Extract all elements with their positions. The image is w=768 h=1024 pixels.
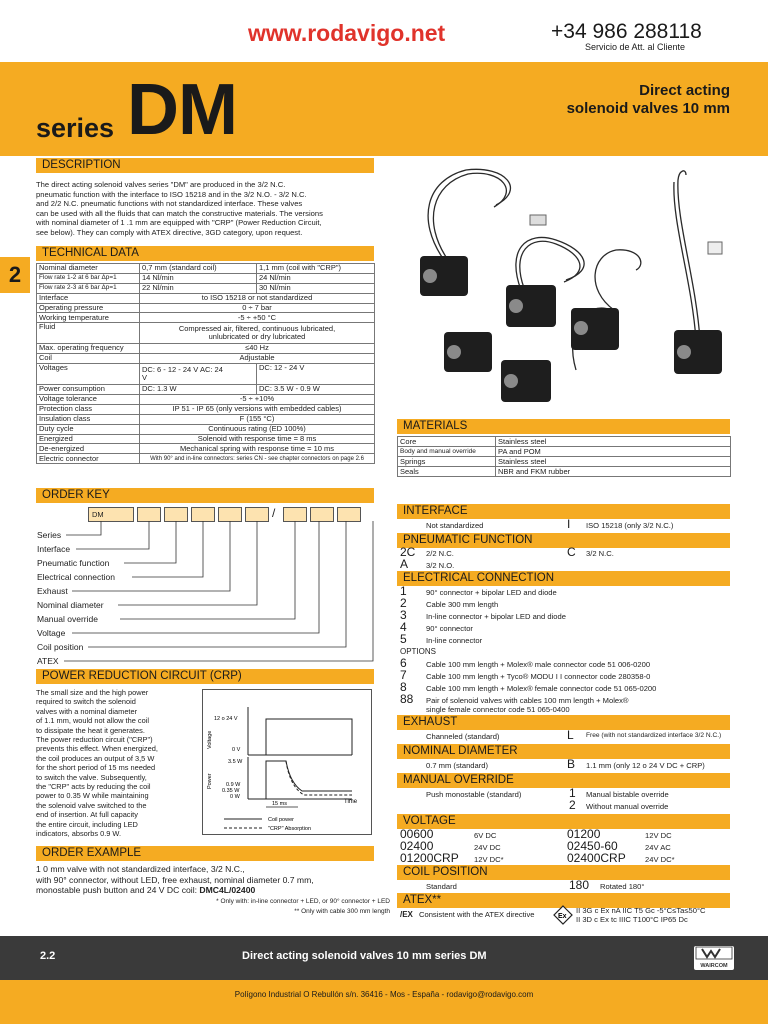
description-line: The direct acting solenoid valves series "DM" are produced in the 3/2 N.C. [36, 180, 286, 189]
pneumatic-heading: PNEUMATIC FUNCTION [397, 533, 730, 548]
order-key-label: Exhaust [37, 586, 68, 596]
tech-label: Interface [37, 293, 140, 303]
description-line: see below). They can comply with ATEX directive, 3GD category, upon request. [36, 227, 303, 237]
material-value: Stainless steel [496, 437, 731, 447]
order-key-box [283, 507, 307, 522]
electrical-option: Cable 100 mm length + Tyco® MODU I I connector code 280358-0 [426, 672, 651, 681]
pneumatic-code: C [567, 545, 576, 559]
voltage-option: 24V DC [474, 843, 501, 852]
pneumatic-option: 2/2 N.C. [426, 549, 454, 558]
manual-default: Push monostable (standard) [426, 790, 522, 799]
tech-value: 24 Nl/min [257, 273, 375, 283]
electrical-code: 88 [400, 692, 414, 706]
order-example-text [36, 864, 374, 896]
table-row [37, 264, 375, 274]
crp-line: indicators, absorbs 0.9 W. [36, 829, 122, 839]
tech-value: 30 Nl/min [257, 283, 375, 293]
materials-table [397, 436, 731, 477]
coil-default: Standard [426, 882, 457, 891]
crp-line: the "CRP" acts by reducing the coil [36, 782, 151, 792]
description-heading: DESCRIPTION [36, 158, 374, 173]
crp-legend-dashed: "CRP" Absorption [268, 826, 312, 832]
voltage-code: 01200CRP [400, 851, 459, 865]
title-line-2: solenoid valves 10 mm [566, 100, 730, 117]
technical-table [36, 263, 375, 464]
crp-duration-label: 15 ms [272, 801, 287, 807]
footer-title: Direct acting solenoid valves 10 mm series DM [242, 950, 487, 962]
order-key-label: Voltage [37, 628, 66, 638]
electrical-option: Cable 100 mm length + Molex® male connector code 51 006-0200 [426, 660, 651, 669]
order-key-box [337, 507, 361, 522]
crp-line: the entire circuit, including LED [36, 819, 138, 829]
material-value: PA and POM [496, 447, 731, 457]
electrical-code: 2 [400, 596, 407, 610]
voltage-code: 02400 [400, 839, 434, 853]
manual-heading: MANUAL OVERRIDE [397, 773, 730, 788]
electrical-option: 90° connector + bipolar LED and diode [426, 588, 557, 597]
tech-value: DC: 1.3 W [140, 385, 257, 395]
phone-number: +34 986 288118 [551, 20, 702, 43]
table-row [37, 395, 375, 405]
electrical-code: 6 [400, 656, 407, 670]
order-key-box [191, 507, 215, 522]
tech-label: Operating pressure [37, 303, 140, 313]
electrical-code: 5 [400, 632, 407, 646]
order-key-label: Series [37, 530, 62, 540]
order-key-label: ATEX [37, 656, 59, 666]
exhaust-default: Channeled (standard) [426, 732, 500, 741]
tech-value: Mechanical spring with response time = 10 ms [140, 444, 375, 454]
tech-label: De-energized [37, 444, 140, 454]
interface-default: Not standardized [426, 521, 484, 530]
pneumatic-code: A [400, 557, 409, 571]
materials-heading: MATERIALS [397, 419, 730, 434]
tech-value: DC: 12 - 24 V [257, 364, 375, 385]
table-row [37, 454, 375, 464]
tech-label: Power consumption [37, 385, 140, 395]
electrical-option: 90° connector [426, 624, 473, 633]
table-row [37, 424, 375, 434]
order-key-series-box: DM [88, 507, 134, 522]
logo-text: WAIRCOM [700, 963, 728, 969]
tech-label: Energized [37, 434, 140, 444]
table-row [37, 414, 375, 424]
order-key-leaders [36, 521, 376, 671]
table-row [37, 323, 375, 344]
voltage-code: 02450-60 [567, 839, 618, 853]
electrical-option: Pair of solenoid valves with cables 100 mm length + Molex® [426, 696, 629, 705]
atex-class-1: II 3G c Ex nA IIC T5 Gc -5°C≤Ta≤50°C [576, 906, 706, 915]
table-row [37, 293, 375, 303]
order-key-box [245, 507, 269, 522]
atex-heading: ATEX** [397, 893, 730, 908]
order-example-heading: ORDER EXAMPLE [36, 846, 374, 861]
tech-value: -5 ÷ +50 °C [140, 313, 375, 323]
electrical-heading: ELECTRICAL CONNECTION [397, 571, 730, 586]
nominal-default: 0.7 mm (standard) [426, 761, 489, 770]
table-row [37, 303, 375, 313]
tech-value: DC: 6 - 12 - 24 V AC: 24 V [140, 364, 257, 385]
table-row [37, 444, 375, 454]
material-part: Springs [398, 457, 496, 467]
crp-power-axis-label: Power [207, 773, 213, 789]
tech-value: Compressed air, filtered, continuous lubricated, unlubricated or dry lubricated [140, 323, 375, 344]
coil-code: 180 [569, 878, 590, 892]
crp-line: The power reduction circuit ("CRP") [36, 735, 153, 745]
tech-value: 0 ÷ 7 bar [140, 303, 375, 313]
table-row [398, 447, 731, 457]
crp-line: the coil produces an output of 3,5 W [36, 753, 155, 763]
tech-value: Solenoid with response time = 8 ms [140, 434, 375, 444]
order-key-label: Coil position [37, 642, 84, 652]
address-bar [0, 980, 768, 1024]
description-line: and 2/2 N.C. pneumatic functions with not standardized interface. These valves [36, 199, 303, 208]
order-key-box [310, 507, 334, 522]
tech-label: Coil [37, 354, 140, 364]
electrical-option: In-line connector + bipolar LED and diode [426, 612, 566, 621]
logo-mark-icon [694, 946, 734, 960]
tech-label: Flow rate 2-3 at 6 bar Δp=1 [37, 283, 140, 293]
tech-value: F (155 °C) [140, 414, 375, 424]
chapter-tab: 2 [0, 257, 30, 293]
table-row [37, 385, 375, 395]
atex-class-2: II 3D c Ex tc IIIC T100°C IP65 Dc [576, 915, 688, 924]
electrical-code: 8 [400, 680, 407, 694]
manual-option: Without manual override [586, 802, 669, 811]
series-code: DM [127, 70, 237, 150]
electrical-code: 7 [400, 668, 407, 682]
title-line-1: Direct acting [639, 82, 730, 99]
interface-heading: INTERFACE [397, 504, 730, 519]
exhaust-code: L [567, 728, 574, 742]
voltage-code: 01200 [567, 827, 601, 841]
crp-time-axis-label: Time [344, 799, 358, 805]
crp-line: valves with a nominal diameter [36, 706, 138, 716]
manual-option: Manual bistable override [586, 790, 669, 799]
tech-label: Fluid [37, 323, 140, 344]
voltage-code: 02400CRP [567, 851, 626, 865]
pneumatic-code: 2C [400, 545, 416, 559]
electrical-code: 3 [400, 608, 407, 622]
tech-value: Continuous rating (ED 100%) [140, 424, 375, 434]
crp-line: power to 0.35 W while maintaining [36, 791, 149, 801]
tech-value: -5 ÷ +10% [140, 395, 375, 405]
exhaust-option: Free (with not standardized interface 3/2 N.C.) [586, 732, 722, 739]
pneumatic-option: 3/2 N.C. [586, 549, 614, 558]
table-row [37, 364, 375, 385]
coil-heading: COIL POSITION [397, 865, 730, 880]
order-example-line [36, 885, 374, 896]
options-label: OPTIONS [400, 647, 437, 656]
brand-logo [694, 946, 734, 970]
footnote-1: * Only with: in-line connector + LED, or 90° connector + LED [216, 898, 390, 905]
description-line: with nominal diameter of 1 .1 mm are equipped with "CRP" (Power Reduction Circuit, [36, 218, 322, 227]
table-row [37, 273, 375, 283]
crp-line: to switch the valve. Subsequently, [36, 772, 147, 782]
order-key-label: Pneumatic function [37, 558, 110, 568]
crp-line: The small size and the high power [36, 688, 149, 697]
website-link[interactable]: www.rodavigo.net [248, 20, 446, 46]
options-panel [397, 504, 730, 928]
crp-v-high-label: 12 o 24 V [214, 716, 238, 722]
manual-code: 2 [569, 798, 576, 812]
tech-label: Max. operating frequency [37, 344, 140, 354]
order-key-label: Electrical connection [37, 572, 115, 582]
manual-code: 1 [569, 786, 576, 800]
atex-text: Consistent with the ATEX directive [419, 910, 535, 919]
material-part: Seals [398, 467, 496, 477]
tech-value: Adjustable [140, 354, 375, 364]
description-line: pneumatic function with the interface to ISO 15218 and in the 3/2 N.O. - 3/2 N.C. [36, 189, 307, 199]
voltage-code: 00600 [400, 827, 434, 841]
tech-label: Protection class [37, 404, 140, 414]
table-row [398, 467, 731, 477]
electrical-option: In-line connector [426, 636, 483, 645]
exhaust-heading: EXHAUST [397, 715, 730, 730]
crp-v-zero-label: 0 V [232, 747, 241, 753]
order-example-line: with 90° connector, without LED, free exhaust, nominal diameter 0.7 mm, [36, 874, 314, 885]
crp-line: of 1.1 mm, would not allow the coil [36, 716, 149, 726]
order-key-box [164, 507, 188, 522]
atex-code: /EX [400, 910, 413, 919]
crp-text [36, 688, 198, 839]
tech-value: 22 Nl/min [140, 283, 257, 293]
crp-line: for the short period of 15 ms needed [36, 763, 156, 773]
tech-label: Voltages [37, 364, 140, 385]
crp-heading: POWER REDUCTION CIRCUIT (CRP) [36, 669, 374, 684]
voltage-option: 24V AC [645, 843, 671, 852]
order-example-code: DMC4L/02400 [199, 885, 256, 895]
voltage-option: 12V DC [645, 831, 672, 840]
tech-label: Electric connector [37, 454, 140, 464]
tech-label: Duty cycle [37, 424, 140, 434]
voltage-option: 12V DC* [474, 855, 504, 864]
tech-value: 0,7 mm (standard coil) [140, 264, 257, 274]
electrical-option: Cable 100 mm length + Molex® female connector code 51 065-0200 [426, 684, 657, 693]
nominal-heading: NOMINAL DIAMETER [397, 744, 730, 759]
crp-p-mid-label: 0.9 W [226, 782, 241, 788]
tech-value: 1,1 mm (coil with "CRP") [257, 264, 375, 274]
crp-p-zero-label: 0 W [230, 794, 240, 800]
footnote-2: ** Only with cable 300 mm length [294, 908, 390, 915]
technical-heading: TECHNICAL DATA [36, 246, 374, 261]
tech-value: ≤40 Hz [140, 344, 375, 354]
product-photo [396, 160, 736, 415]
crp-p-high-label: 3.5 W [228, 759, 243, 765]
tech-value: With 90° and in-line connectors: series CN - see chapter connectors on page 2.6 [140, 454, 375, 464]
voltage-option: 24V DC* [645, 855, 675, 864]
tech-label: Voltage tolerance [37, 395, 140, 405]
description-line: can be used with all the fluids that can match the constructive materials. The versions [36, 208, 323, 218]
order-key-box [218, 507, 242, 522]
crp-diagram [202, 689, 372, 835]
crp-voltage-axis-label: Voltage [207, 730, 213, 749]
order-key-label: Interface [37, 544, 71, 554]
table-row [398, 457, 731, 467]
table-row [37, 283, 375, 293]
tech-label: Nominal diameter [37, 264, 140, 274]
tech-value: DC: 3.5 W - 0.9 W [257, 385, 375, 395]
tech-label: Flow rate 1-2 at 6 bar Δp=1 [37, 273, 140, 283]
phone-caption: Servicio de Att. al Cliente [585, 42, 686, 52]
crp-line: prevents this effect. When energized, [36, 744, 158, 754]
electrical-code: 4 [400, 620, 407, 634]
table-row [37, 404, 375, 414]
crp-line: end of insertion. At full capacity [36, 810, 138, 820]
table-row [37, 434, 375, 444]
table-row [37, 344, 375, 354]
order-key-label: Nominal diameter [37, 600, 104, 610]
order-key-slash: / [272, 506, 276, 520]
nominal-option: 1.1 mm (only 12 o 24 V DC + CRP) [586, 761, 705, 770]
atex-ex-icon [553, 905, 573, 925]
voltage-option: 6V DC [474, 831, 497, 840]
page-number: 2.2 [40, 950, 56, 962]
description-text [36, 180, 374, 237]
table-row [398, 437, 731, 447]
tech-label: Insulation class [37, 414, 140, 424]
crp-p-low-label: 0.35 W [222, 788, 240, 794]
tech-value: IP 51 - IP 65 (only versions with embedded cables) [140, 404, 375, 414]
crp-line: to dissipate the heat it generates. [36, 725, 145, 735]
order-example-prefix: monostable push button and 24 V DC coil: [36, 885, 200, 895]
tech-value: 14 Nl/min [140, 273, 257, 283]
atex-symbol: Ex [558, 913, 567, 920]
material-value: NBR and FKM rubber [496, 467, 731, 477]
coil-option: Rotated 180° [600, 882, 645, 891]
series-word: series [36, 113, 115, 143]
crp-legend-solid: Coil power [268, 817, 294, 823]
order-key-box [137, 507, 161, 522]
tech-value: to ISO 15218 or not standardized [140, 293, 375, 303]
material-value: Stainless steel [496, 457, 731, 467]
electrical-code: 1 [400, 584, 407, 598]
crp-line: the solenoid valve switched to the [36, 800, 147, 810]
pneumatic-option: 3/2 N.O. [426, 561, 455, 570]
interface-option: ISO 15218 (only 3/2 N.C.) [586, 521, 674, 530]
order-example-line: 1 0 mm valve with not standardized interface, 3/2 N.C., [36, 864, 245, 874]
table-row [37, 354, 375, 364]
electrical-option: Cable 300 mm length [426, 600, 499, 609]
nominal-code: B [567, 757, 576, 771]
table-row [37, 313, 375, 323]
electrical-option-cont: single female connector code 51 065-0400 [426, 705, 570, 714]
crp-line: required to switch the solenoid [36, 697, 136, 707]
order-key-heading: ORDER KEY [36, 488, 374, 503]
tech-label: Working temperature [37, 313, 140, 323]
material-part: Core [398, 437, 496, 447]
order-key-label: Manual override [37, 614, 98, 624]
material-part: Body and manual override [398, 447, 496, 457]
voltage-heading: VOLTAGE [397, 814, 730, 829]
footer-address: Polígono Industrial O Rebullón s/n. 36416 - Mos - España - rodavigo@rodavigo.com [234, 990, 534, 999]
interface-code: I [567, 517, 571, 531]
